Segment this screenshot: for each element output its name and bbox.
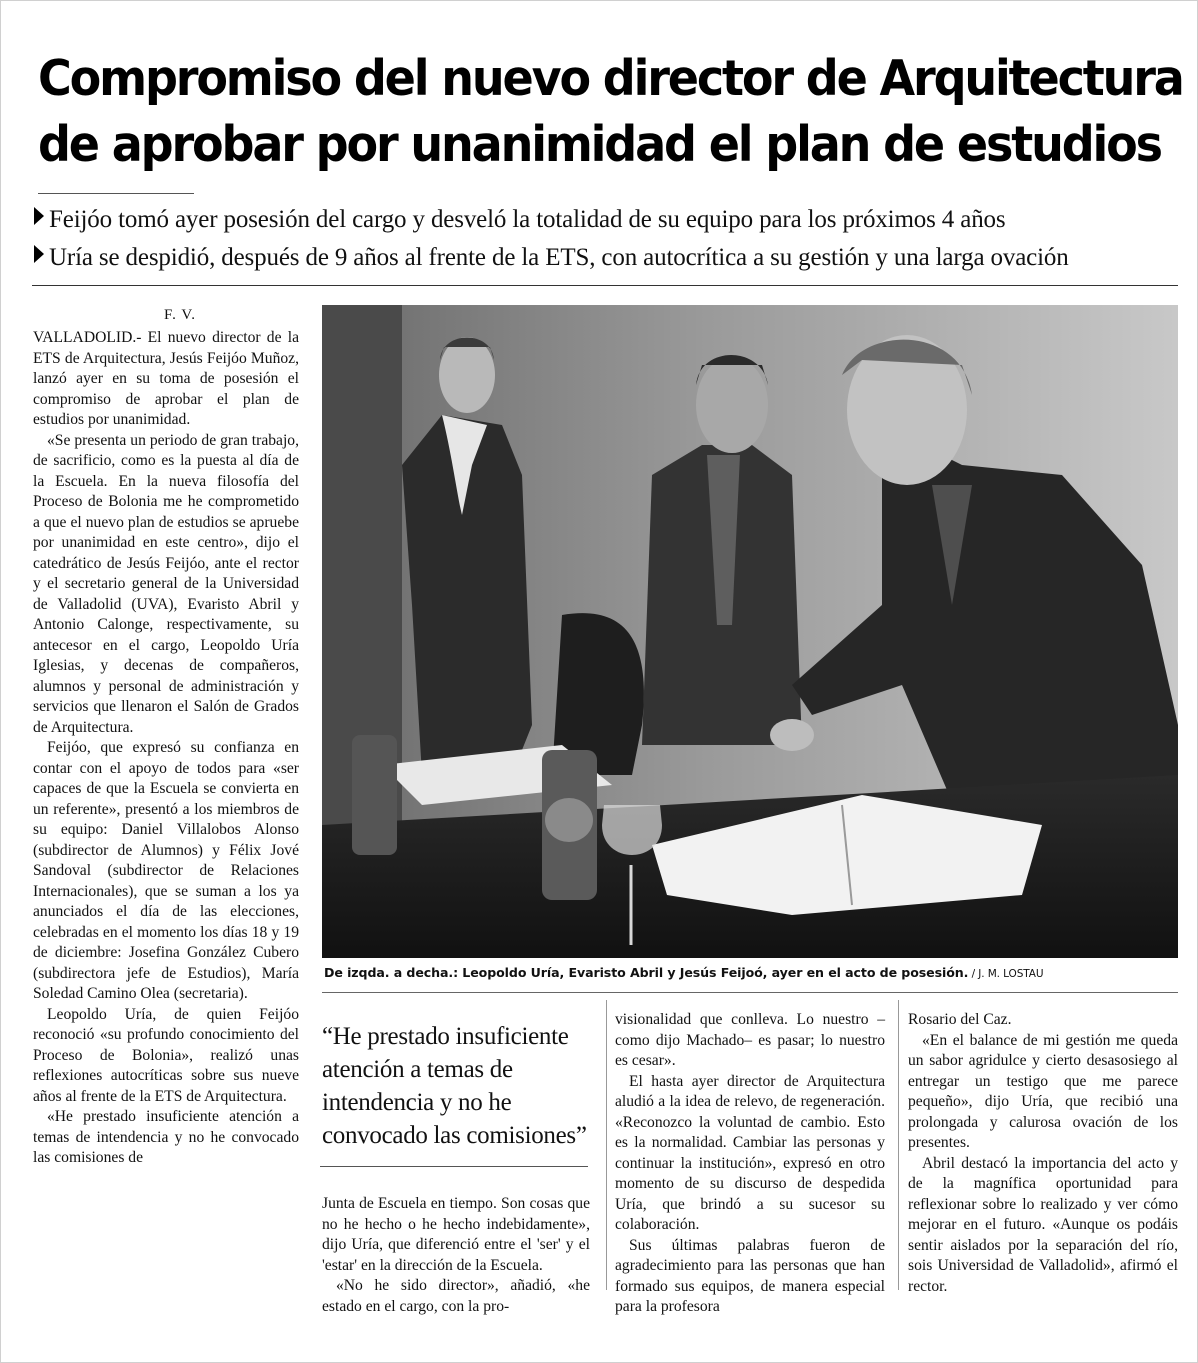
paragraph: «No he sido director», añadió, «he estado en el cargo, con la pro- bbox=[322, 1277, 590, 1315]
paragraph: Junta de Escuela en tiempo. Son cosas que no he hecho o he hecho indebidamente», dijo Uría, que diferenció entre el 'ser' y el 'estar' en la dirección de la Escuela. bbox=[322, 1195, 590, 1274]
subhead-2-text: Uría se despidió, después de 9 años al frente de la ETS, con autocrítica a su gestión y una larga ovación bbox=[49, 244, 1069, 271]
paragraph: VALLADOLID.- El nuevo director de la ETS de Arquitectura, Jesús Feijóo Muñoz, lanzó ayer en su toma de posesión el compromiso de aprobar el plan de estudios por unanimidad. bbox=[33, 329, 299, 428]
pull-quote-divider bbox=[320, 1166, 588, 1167]
column-2 bbox=[322, 1194, 590, 1317]
photo-caption bbox=[324, 965, 1043, 980]
headline-line-1: Compromiso del nuevo director de Arquitectura bbox=[38, 50, 1183, 107]
paragraph: Feijóo, que expresó su confianza en contar con el apoyo de todos para «ser capaces de que la Escuela se convierta en un referente», presentó a los miembros de su equipo: Daniel Villalobos Alonso (subdirector de Alumnos) y Félix Jové Sandoval (subdirector de Relaciones Internacionales), que se suman a los ya anunciados el día de las elecciones, celebradas en el momento los días 18 y 19 de diciembre: Josefina González Cubero (subdirectora jefe de Estudios), María Soledad Camino Olea (secretaria). bbox=[33, 739, 299, 1002]
paragraph: «He prestado insuficiente atención a temas de intendencia y no he convocado las comisiones de bbox=[33, 1108, 299, 1166]
photo-image bbox=[322, 305, 1178, 958]
subhead-divider bbox=[32, 285, 1178, 286]
column-3 bbox=[615, 1010, 885, 1318]
column-divider bbox=[606, 1000, 607, 1290]
caption-divider bbox=[322, 992, 1178, 993]
headline-line-2: de aprobar por unanimidad el plan de estudios bbox=[38, 116, 1161, 173]
subhead-1 bbox=[34, 203, 1005, 237]
caption-text: De izqda. a decha.: Leopoldo Uría, Evaristo Abril y Jesús Feijoó, ayer en el acto de posesión. bbox=[324, 965, 969, 980]
paragraph: Abril destacó la importancia del acto y de la magnífica oportunidad para reflexionar sobre lo realizado y ver cómo mejorar en el futuro. «Aunque os podáis sentir aislados por la separación del río, sois Universidad de Valladolid», afirmó el rector. bbox=[908, 1154, 1178, 1295]
bullet-triangle-icon bbox=[34, 245, 44, 263]
headline-divider bbox=[38, 193, 194, 194]
subhead-1-text: Feijóo tomó ayer posesión del cargo y desveló la totalidad de su equipo para los próximos 4 años bbox=[49, 206, 1006, 233]
column-1 bbox=[33, 328, 299, 1169]
paragraph: Sus últimas palabras fueron de agradecimiento para las personas que han formado sus equipos, de manera especial para la profesora bbox=[615, 1236, 885, 1315]
paragraph: «Se presenta un periodo de gran trabajo, de sacrificio, como es la puesta al día de la Escuela. En la nueva filosofía del Proceso de Bolonia me he comprometido a que el nuevo plan de estudios se apruebe por unanimidad en este centro», dijo el catedrático de Jesús Feijóo, ante el rector y el secretario general de la Universidad de Valladolid (UVA), Evaristo Abril y Antonio Calonge, respectivamente, su antecesor en el cargo, Leopoldo Uría Iglesias, y decenas de compañeros, alumnos y personal de administración y servicios que llenaron el Salón de Grados de Arquitectura. bbox=[33, 431, 299, 736]
pull-quote: “He prestado insuficiente atención a temas de intendencia y no he convocado las comisiones” bbox=[322, 1023, 587, 1149]
column-divider bbox=[898, 1000, 899, 1290]
article-photo bbox=[322, 305, 1178, 958]
paragraph: Leopoldo Uría, de quien Feijóo reconoció «su profundo conocimiento del Proceso de Bolonia», realizó unas reflexiones autocríticas sobre sus nueve años al frente de la ETS de Arquitectura. bbox=[33, 1005, 299, 1105]
paragraph: Rosario del Caz. bbox=[908, 1011, 1012, 1028]
bullet-triangle-icon bbox=[34, 207, 44, 225]
paragraph: «En el balance de mi gestión me queda un sabor agridulce y cierto desasosiego al entregar un testigo que me parece pequeño», dijo Uría, que recibió una prolongada y calurosa ovación de los presentes. bbox=[908, 1031, 1178, 1151]
subhead-2 bbox=[34, 241, 1069, 275]
paragraph: visionalidad que conlleva. Lo nuestro –como dijo Machado– es pasar; lo nuestro es cesar». bbox=[615, 1011, 885, 1069]
column-4 bbox=[908, 1010, 1178, 1297]
byline: F. V. bbox=[164, 307, 197, 323]
headline bbox=[38, 46, 1183, 178]
photo-credit: / J. M. LOSTAU bbox=[968, 968, 1044, 980]
paragraph: El hasta ayer director de Arquitectura aludió a la idea de relevo, de regeneración. «Reconozco la voluntad de cambio. Esto es la normalidad. Cambiar las personas y continuar la institución», expresó en otro momento de su discurso de despedida Uría, que brindó a su sucesor su colaboración. bbox=[615, 1072, 885, 1233]
